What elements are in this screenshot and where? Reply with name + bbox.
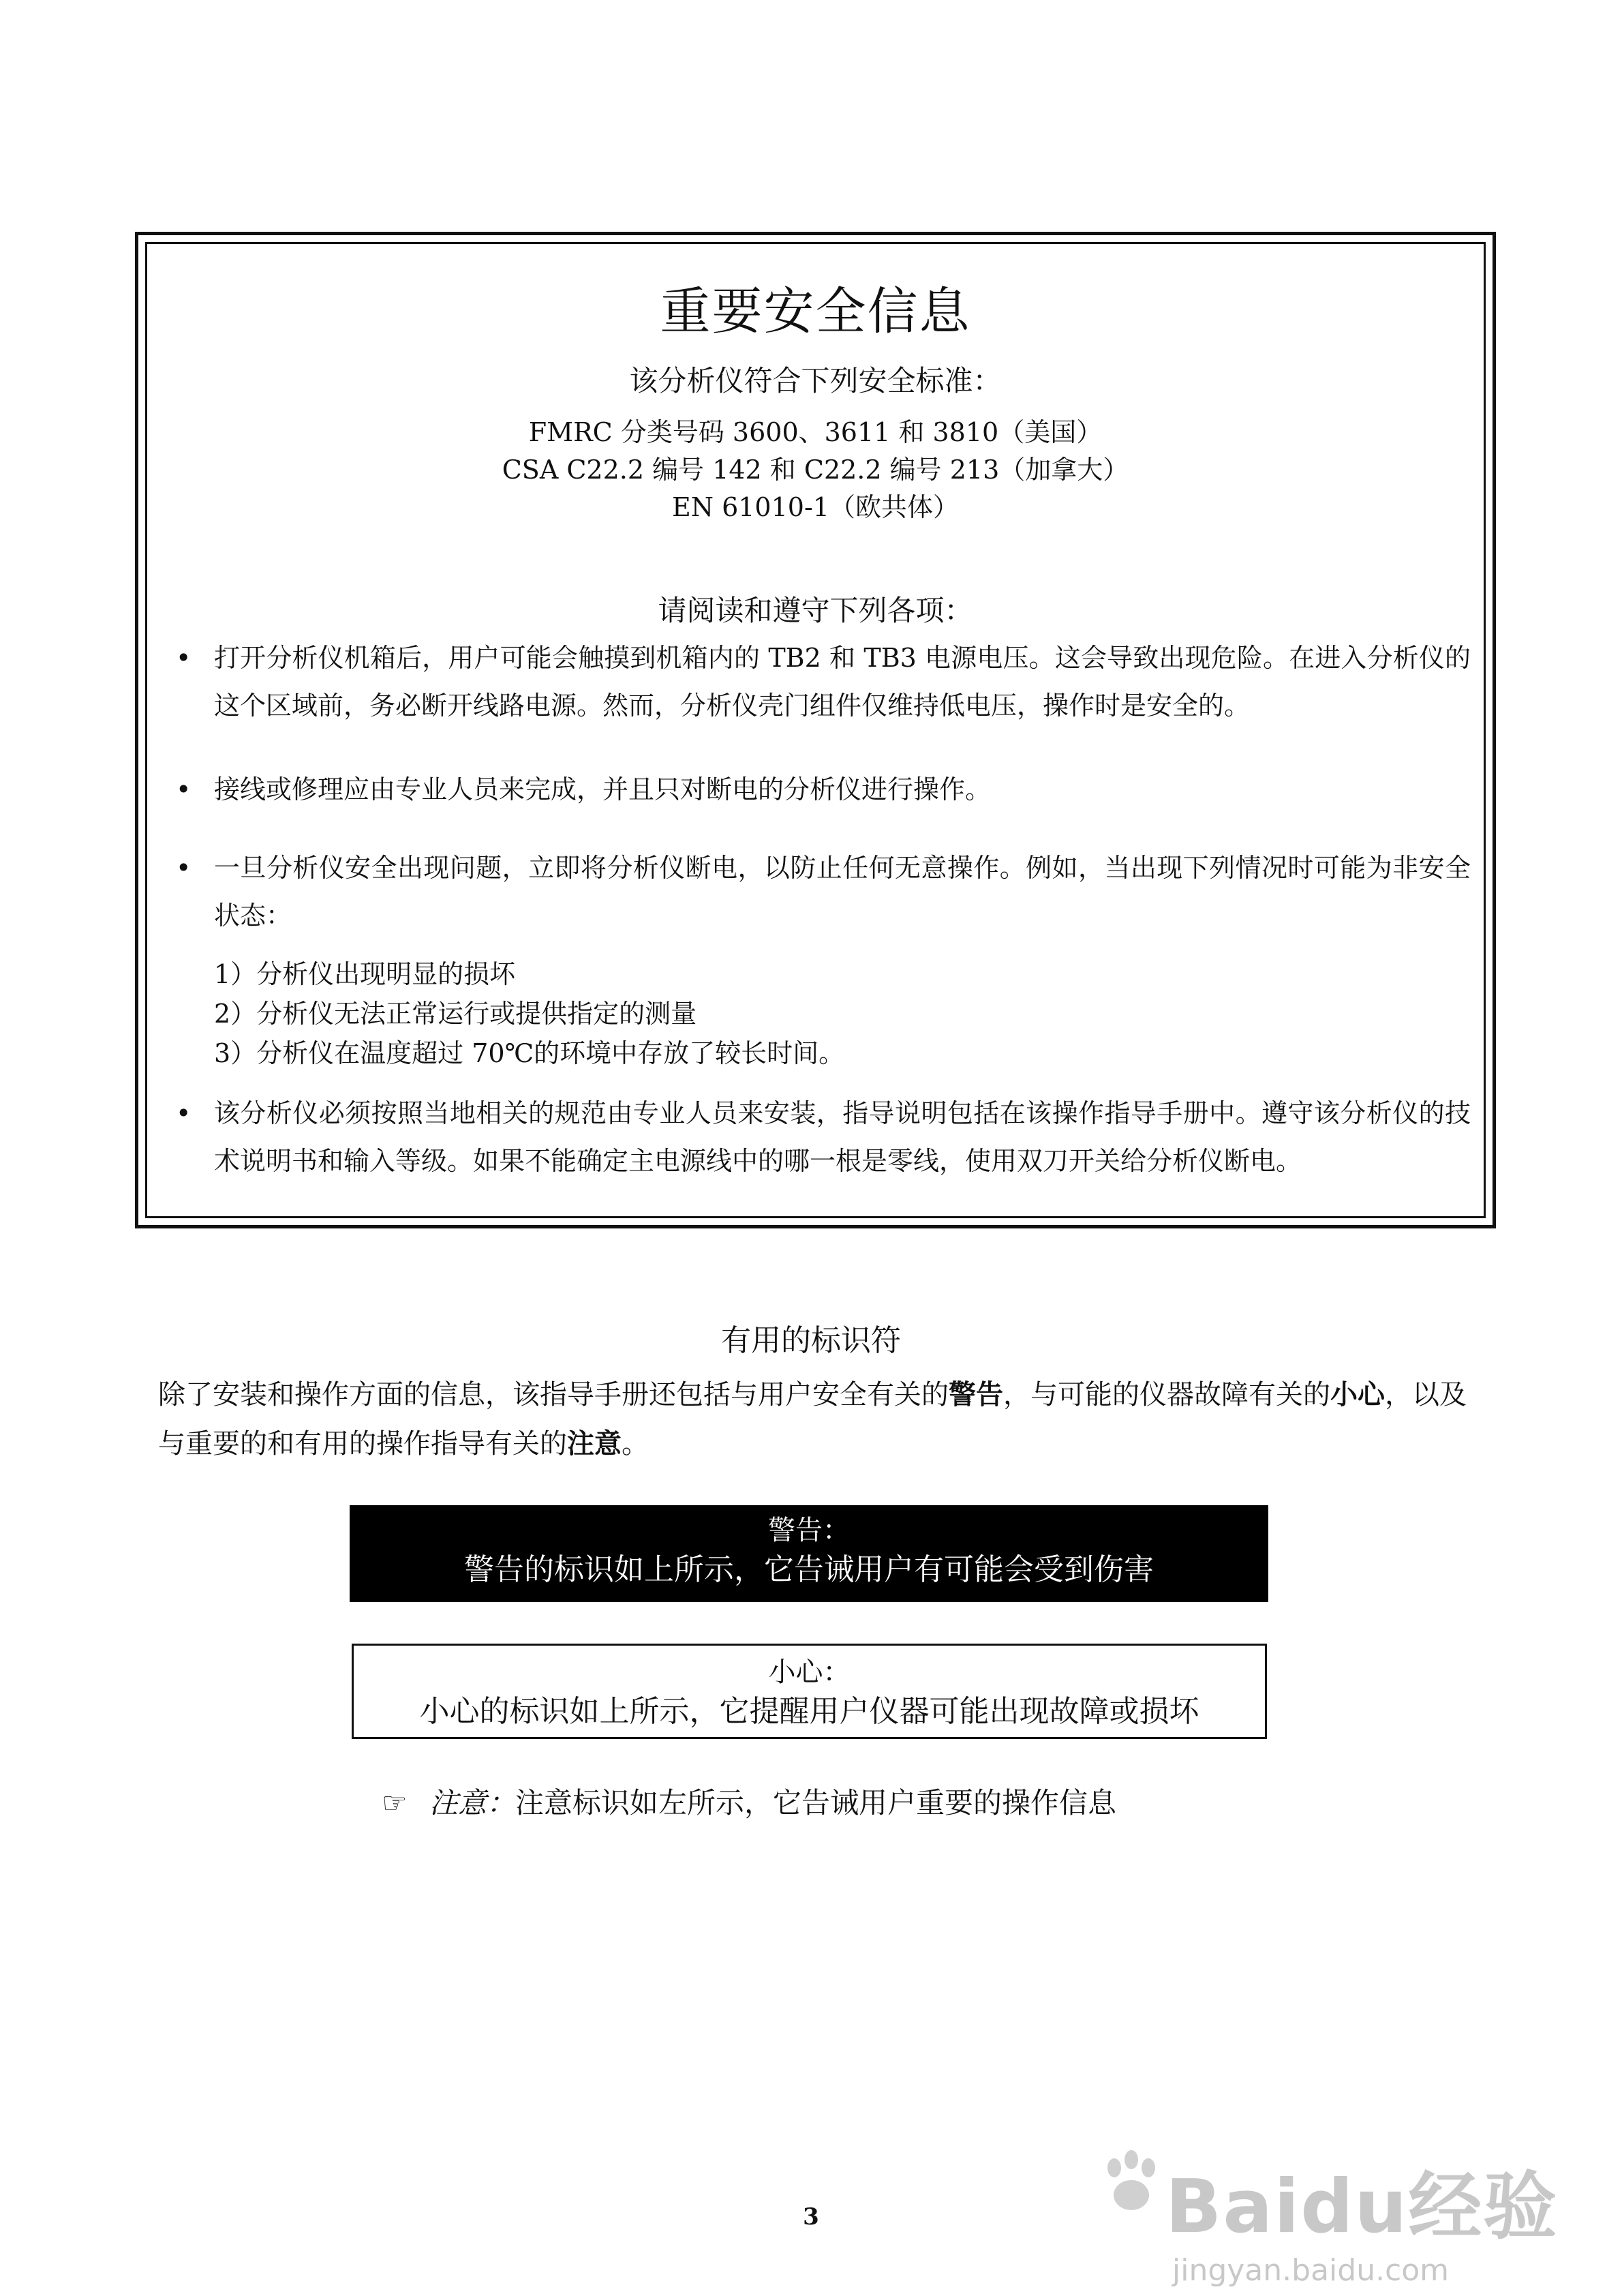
para-caution-term: 小心 <box>1330 1378 1385 1410</box>
warning-box <box>350 1505 1268 1602</box>
watermark-main: Baidu经验 <box>1165 2164 1559 2250</box>
safety-title: 重要安全信息 <box>660 282 971 341</box>
bullet-item <box>176 844 1471 939</box>
watermark <box>1165 2147 1558 2288</box>
bullet-item <box>176 766 1471 813</box>
para-text: 。 <box>622 1428 649 1460</box>
page-number: 3 <box>803 2203 819 2231</box>
follow-heading: 请阅读和遵守下列各项： <box>658 594 973 627</box>
bullet-text: 打开分析仪机箱后，用户可能会触摸到机箱内的 TB2 和 TB3 电源电压。这会导致出现危险。在进入分析仪的这个区域前，务必断开线路电源。然而，分析仪壳门组件仅维持低电压，操作时是安全的。 <box>214 643 1471 721</box>
warning-title: 警告： <box>768 1515 850 1546</box>
safety-info-box <box>135 232 1496 1228</box>
safety-info-inner <box>145 242 1486 1218</box>
bullet-marker: • <box>176 853 192 883</box>
para-text: ，与可能的仪器故障有关的 <box>1003 1379 1330 1410</box>
bullet-text: 该分析仪必须按照当地相关的规范由专业人员来安装，指导说明包括在该操作指导手册中。遵守该分析仪的技术说明书和输入等级。如果不能确定主电源线中的哪一根是零线，使用双刀开关给分析仪断电。 <box>214 1098 1471 1176</box>
bullet-marker: • <box>176 643 192 673</box>
caution-title: 小心： <box>768 1657 851 1688</box>
para-note-term: 注意 <box>567 1428 622 1460</box>
para-text: 除了安装和操作方面的信息，该指导手册还包括与用户安全有关的 <box>158 1379 949 1410</box>
symbols-title: 有用的标识符 <box>721 1323 901 1358</box>
note-text: 注意标识如左所示，它告诫用户重要的操作信息 <box>515 1786 1117 1819</box>
bullet-text: 接线或修理应由专业人员来完成，并且只对断电的分析仪进行操作。 <box>214 774 992 804</box>
standards-heading: 该分析仪符合下列安全标准： <box>629 364 1002 397</box>
bullet-item <box>176 634 1471 729</box>
standard-item: FMRC 分类号码 3600、3611 和 3810（美国） <box>528 417 1103 447</box>
symbols-paragraph <box>158 1370 1473 1468</box>
bullet-item <box>176 1089 1471 1185</box>
para-warning-term: 警告 <box>949 1378 1003 1410</box>
note-label: 注意： <box>429 1786 516 1819</box>
note-line <box>382 1781 1116 1822</box>
pointing-hand-icon: ☞ <box>382 1786 408 1819</box>
standard-item: EN 61010-1（欧共体） <box>672 492 959 522</box>
numbered-item: 3）分析仪在温度超过 70℃的环境中存放了较长时间。 <box>214 1038 845 1068</box>
caution-box <box>352 1644 1267 1739</box>
numbered-item: 2）分析仪无法正常运行或提供指定的测量 <box>214 999 697 1029</box>
para-text: ，以及与重要的和有用的操作指导有关的 <box>158 1379 1467 1460</box>
warning-text: 警告的标识如上所示，它告诫用户有可能会受到伤害 <box>464 1552 1154 1587</box>
bullet-text: 一旦分析仪安全出现问题，立即将分析仪断电，以防止任何无意操作。例如，当出现下列情况时可能为非安全状态： <box>214 853 1471 931</box>
bullet-marker: • <box>176 1098 192 1128</box>
standard-item: CSA C22.2 编号 142 和 C22.2 编号 213（加拿大） <box>502 455 1129 485</box>
numbered-item: 1）分析仪出现明显的损坏 <box>214 959 516 989</box>
bullet-marker: • <box>176 774 192 804</box>
paw-icon <box>1101 2147 1162 2216</box>
caution-text: 小心的标识如上所示，它提醒用户仪器可能出现故障或损坏 <box>419 1694 1199 1729</box>
watermark-sub: jingyan.baidu.com <box>1172 2253 1450 2288</box>
